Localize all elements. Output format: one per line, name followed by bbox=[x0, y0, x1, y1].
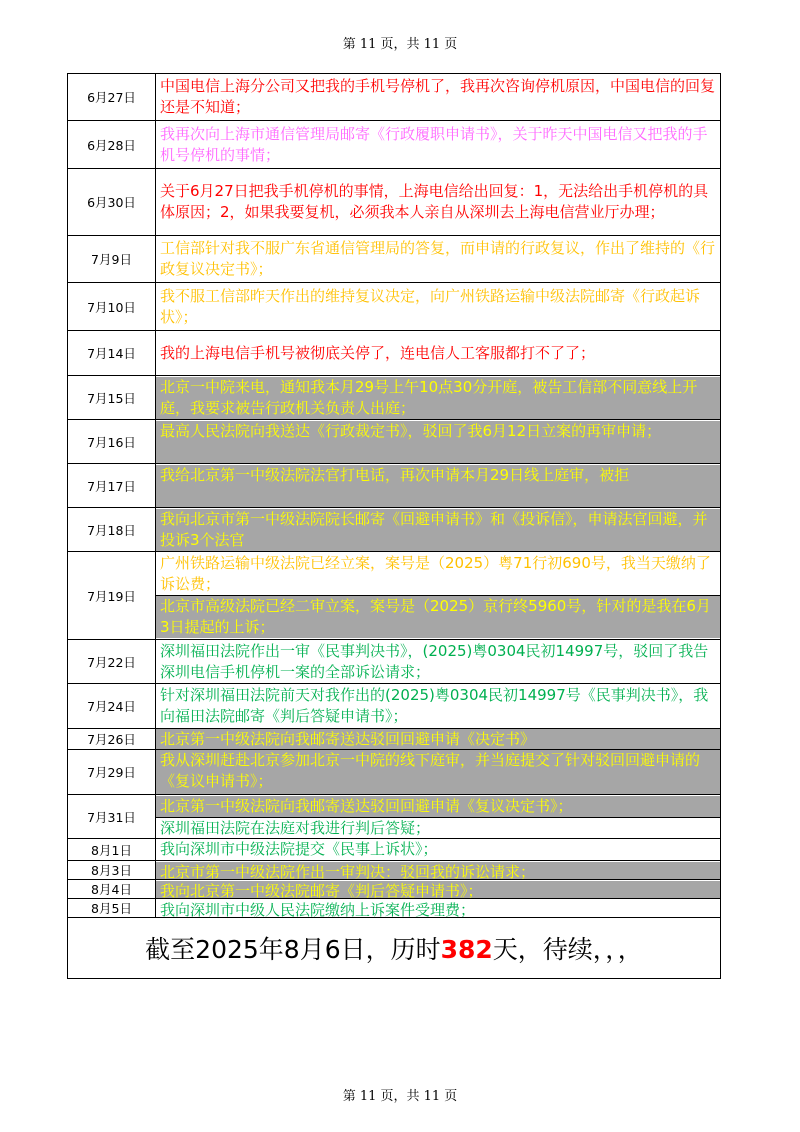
table-row bbox=[68, 795, 721, 839]
page-header: 第 11 页，共 11 页 bbox=[342, 37, 458, 52]
event-cell bbox=[156, 839, 721, 861]
table-row bbox=[68, 861, 721, 880]
event-cell bbox=[156, 640, 721, 684]
date-cell: 6月28日 bbox=[68, 121, 156, 169]
event-cell bbox=[156, 420, 721, 464]
event-cell bbox=[156, 880, 721, 899]
summary-row bbox=[68, 918, 721, 979]
table-row bbox=[68, 236, 721, 283]
date-cell: 8月1日 bbox=[68, 839, 156, 861]
table-row bbox=[68, 283, 721, 331]
date-cell: 6月30日 bbox=[68, 169, 156, 236]
event-text: 我向深圳市中级法院提交《民事上诉状》； bbox=[160, 840, 438, 858]
summary-suffix: 天，待续，，， bbox=[492, 935, 643, 964]
table-row bbox=[68, 464, 721, 508]
date-cell: 7月29日 bbox=[68, 750, 156, 795]
event-cell bbox=[156, 899, 721, 918]
event-text: 中国电信上海分公司又把我的手机号停机了，我再次咨询停机原因，中国电信的回复还是不知道； bbox=[160, 77, 716, 116]
event-text: 北京市第一中级法院作出一审判决：驳回我的诉讼请求； bbox=[156, 862, 720, 879]
event-cell bbox=[156, 861, 721, 880]
table-row bbox=[68, 640, 721, 684]
event-text: 我再次向上海市通信管理局邮寄《行政履职申请书》，关于昨天中国电信又把我的手机号停机的事情； bbox=[160, 124, 708, 164]
table-row bbox=[68, 880, 721, 899]
event-text: 北京第一中级法院向我邮寄送达驳回回避申请《复议决定书》； bbox=[156, 796, 720, 817]
table-row bbox=[68, 376, 721, 420]
event-text: 我的上海电信手机号被彻底关停了，连电信人工客服都打不了了； bbox=[160, 343, 596, 362]
table-row bbox=[68, 552, 721, 640]
event-text: 针对深圳福田法院前天对我作出的(2025)粤0304民初14997号《民事判决书》，我向福田法院邮寄《判后答疑申请书》； bbox=[160, 686, 709, 725]
event-cell bbox=[156, 283, 721, 331]
date-cell: 7月10日 bbox=[68, 283, 156, 331]
summary-prefix: 截至2025年8月6日，历时 bbox=[145, 935, 441, 964]
date-cell: 6月27日 bbox=[68, 74, 156, 121]
date-cell: 8月5日 bbox=[68, 899, 156, 918]
elapsed-days: 382 bbox=[440, 935, 493, 964]
date-cell: 7月24日 bbox=[68, 684, 156, 729]
event-cell bbox=[156, 795, 721, 839]
table-row bbox=[68, 121, 721, 169]
table-row bbox=[68, 331, 721, 376]
date-cell: 7月17日 bbox=[68, 464, 156, 508]
timeline-table bbox=[67, 73, 721, 979]
event-text: 工信部针对我不服广东省通信管理局的答复，而申请的行政复议，作出了维持的《行政复议决定书》； bbox=[160, 239, 716, 278]
event-text: 深圳福田法院在法庭对我进行判后答疑； bbox=[156, 817, 720, 838]
event-cell bbox=[156, 464, 721, 508]
date-cell: 7月14日 bbox=[68, 331, 156, 376]
event-cell bbox=[156, 121, 721, 169]
table-row bbox=[68, 899, 721, 918]
event-cell bbox=[156, 331, 721, 376]
event-cell bbox=[156, 376, 721, 420]
event-text: 广州铁路运输中级法院已经立案，案号是（2025）粤71行初690号，我当天缴纳了诉讼费； bbox=[160, 554, 711, 593]
summary-cell bbox=[68, 918, 721, 979]
date-cell: 7月16日 bbox=[68, 420, 156, 464]
event-text: 我向深圳市中级人民法院缴纳上诉案件受理费； bbox=[160, 900, 476, 917]
table-row bbox=[68, 684, 721, 729]
event-text: 我向北京第一中级法院邮寄《判后答疑申请书》； bbox=[156, 881, 720, 898]
event-text: 最高人民法院向我送达《行政裁定书》，驳回了我6月12日立案的再审申请； bbox=[156, 421, 720, 463]
event-text: 我从深圳赶赴北京参加北京一中院的线下庭审，并当庭提交了针对驳回回避申请的《复议申请书》； bbox=[156, 750, 720, 794]
table-row bbox=[68, 169, 721, 236]
event-text: 北京一中院来电，通知我本月29号上午10点30分开庭，被告工信部不同意线上开庭，我要求被告行政机关负责人出庭； bbox=[156, 377, 720, 419]
date-cell: 7月31日 bbox=[68, 795, 156, 839]
date-cell: 7月19日 bbox=[68, 552, 156, 640]
table-row bbox=[68, 74, 721, 121]
event-text: 我给北京第一中级法院法官打电话，再次申请本月29日线上庭审，被拒 bbox=[156, 465, 720, 507]
event-cell bbox=[156, 750, 721, 795]
event-cell bbox=[156, 74, 721, 121]
event-cell bbox=[156, 729, 721, 750]
event-cell bbox=[156, 169, 721, 236]
event-text: 北京第一中级法院向我邮寄送达驳回回避申请《决定书》 bbox=[156, 729, 720, 749]
table-row bbox=[68, 508, 721, 552]
event-cell bbox=[156, 684, 721, 729]
event-text: 北京市高级法院已经二审立案，案号是（2025）京行终5960号，针对的是我在6月3日提起的上诉； bbox=[156, 595, 720, 638]
event-text: 我不服工信部昨天作出的维持复议决定，向广州铁路运输中级法院邮寄《行政起诉状》； bbox=[160, 286, 701, 326]
event-text: 深圳福田法院作出一审《民事判决书》，(2025)粤0304民初14997号，驳回了我告深圳电信手机停机一案的全部诉讼请求； bbox=[160, 641, 709, 681]
date-cell: 7月18日 bbox=[68, 508, 156, 552]
event-cell bbox=[156, 236, 721, 283]
table-row bbox=[68, 420, 721, 464]
table-row bbox=[68, 750, 721, 795]
date-cell: 7月9日 bbox=[68, 236, 156, 283]
event-cell bbox=[156, 552, 721, 640]
event-text: 我向北京市第一中级法院院长邮寄《回避申请书》和《投诉信》，申请法官回避，并投诉3个法官 bbox=[156, 509, 720, 551]
event-cell bbox=[156, 508, 721, 552]
table-row bbox=[68, 839, 721, 861]
table-row bbox=[68, 729, 721, 750]
date-cell: 7月15日 bbox=[68, 376, 156, 420]
date-cell: 8月3日 bbox=[68, 861, 156, 880]
date-cell: 8月4日 bbox=[68, 880, 156, 899]
page-footer: 第 11 页，共 11 页 bbox=[342, 1089, 458, 1104]
date-cell: 7月26日 bbox=[68, 729, 156, 750]
event-text: 关于6月27日把我手机停机的事情，上海电信给出回复：1，无法给出手机停机的具体原因；2，如果我要复机，必须我本人亲自从深圳去上海电信营业厅办理； bbox=[160, 182, 709, 221]
date-cell: 7月22日 bbox=[68, 640, 156, 684]
